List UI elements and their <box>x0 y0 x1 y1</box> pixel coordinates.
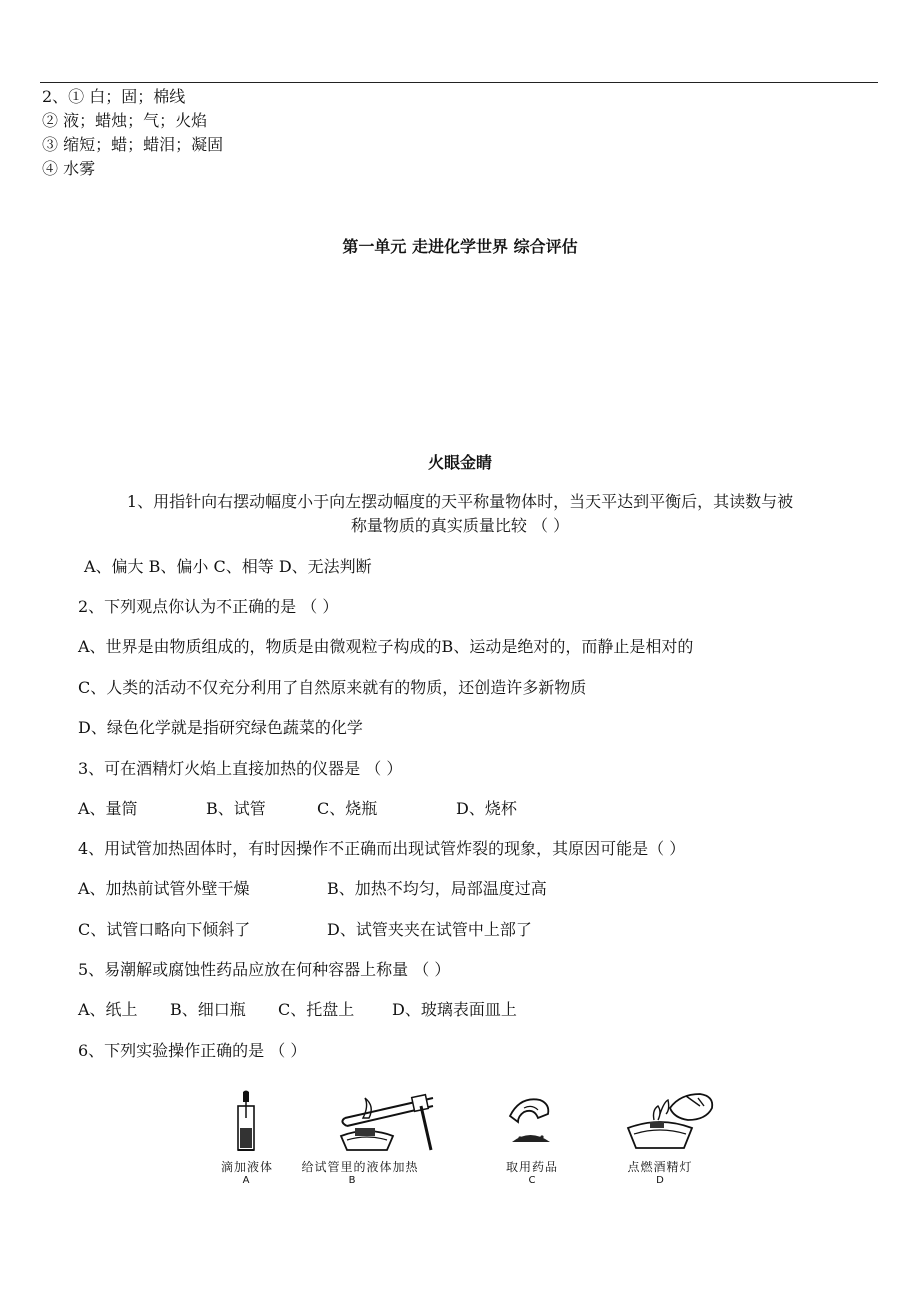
q5-option-b: B、细口瓶 <box>170 1000 246 1019</box>
q4-option-c: C、试管口略向下倾斜了 <box>78 920 251 939</box>
q4-option-d: D、试管夹夹在试管中上部了 <box>327 920 532 939</box>
answer-line-2: ② 液；蜡烛；气；火焰 <box>42 111 208 130</box>
q1-stem-line-2: 称量物质的真实质量比较 （ ） <box>350 516 570 535</box>
dropping-liquid-illustration <box>226 1090 266 1155</box>
figure-b-letter: B <box>348 1175 356 1186</box>
q2-option-d: D、绿色化学就是指研究绿色蔬菜的化学 <box>78 718 363 737</box>
answer-line-4: ④ 水雾 <box>42 159 96 178</box>
q1-stem-line-1: 1、用指针向右摆动幅度小于向左摆动幅度的天平称量物体时，当天平达到平衡后，其读数与被 <box>126 492 794 511</box>
section-title: 火眼金睛 <box>427 453 492 472</box>
lighting-alcohol-lamp-illustration <box>620 1088 720 1154</box>
taking-chemicals-illustration <box>502 1094 562 1154</box>
figure-c-letter: C <box>528 1175 536 1186</box>
q5-stem: 5、易潮解或腐蚀性药品应放在何种容器上称量 （ ） <box>78 960 451 979</box>
q4-option-a: A、加热前试管外壁干燥 <box>78 879 250 898</box>
answer-line-1: 2、① 白；固；棉线 <box>42 87 186 106</box>
figure-a-label: 滴加液体 <box>220 1160 273 1174</box>
q1-options: A、偏大 B、偏小 C、相等 D、无法判断 <box>84 557 372 576</box>
figure-b-label: 给试管里的液体加热 <box>301 1160 419 1174</box>
q2-option-ab: A、世界是由物质组成的，物质是由微观粒子构成的B、运动是绝对的，而静止是相对的 <box>78 637 694 656</box>
figure-d-label: 点燃酒精灯 <box>627 1160 693 1174</box>
header-rule <box>40 82 878 83</box>
q4-stem: 4、用试管加热固体时，有时因操作不正确而出现试管炸裂的现象，其原因可能是（ ） <box>78 839 686 858</box>
figure-c-label: 取用药品 <box>505 1160 558 1174</box>
q2-stem: 2、下列观点你认为不正确的是 （ ） <box>78 597 339 616</box>
q3-option-b: B、试管 <box>206 799 266 818</box>
unit-title: 第一单元 走进化学世界 综合评估 <box>342 237 578 256</box>
q5-option-a: A、纸上 <box>78 1000 138 1019</box>
q3-option-d: D、烧杯 <box>456 799 517 818</box>
heating-test-tube-illustration <box>325 1090 445 1155</box>
q5-option-c: C、托盘上 <box>278 1000 355 1019</box>
q5-option-d: D、玻璃表面皿上 <box>392 1000 517 1019</box>
figure-a-letter: A <box>242 1175 250 1186</box>
answer-line-3: ③ 缩短；蜡；蜡泪；凝固 <box>42 135 224 154</box>
q3-option-a: A、量筒 <box>78 799 138 818</box>
q4-option-b: B、加热不均匀，局部温度过高 <box>327 879 547 898</box>
q6-stem: 6、下列实验操作正确的是 （ ） <box>78 1041 307 1060</box>
q3-option-c: C、烧瓶 <box>317 799 378 818</box>
q3-stem: 3、可在酒精灯火焰上直接加热的仪器是 （ ） <box>78 759 403 778</box>
q2-option-c: C、人类的活动不仅充分利用了自然原来就有的物质，还创造许多新物质 <box>78 678 587 697</box>
figure-d-letter: D <box>656 1175 664 1186</box>
